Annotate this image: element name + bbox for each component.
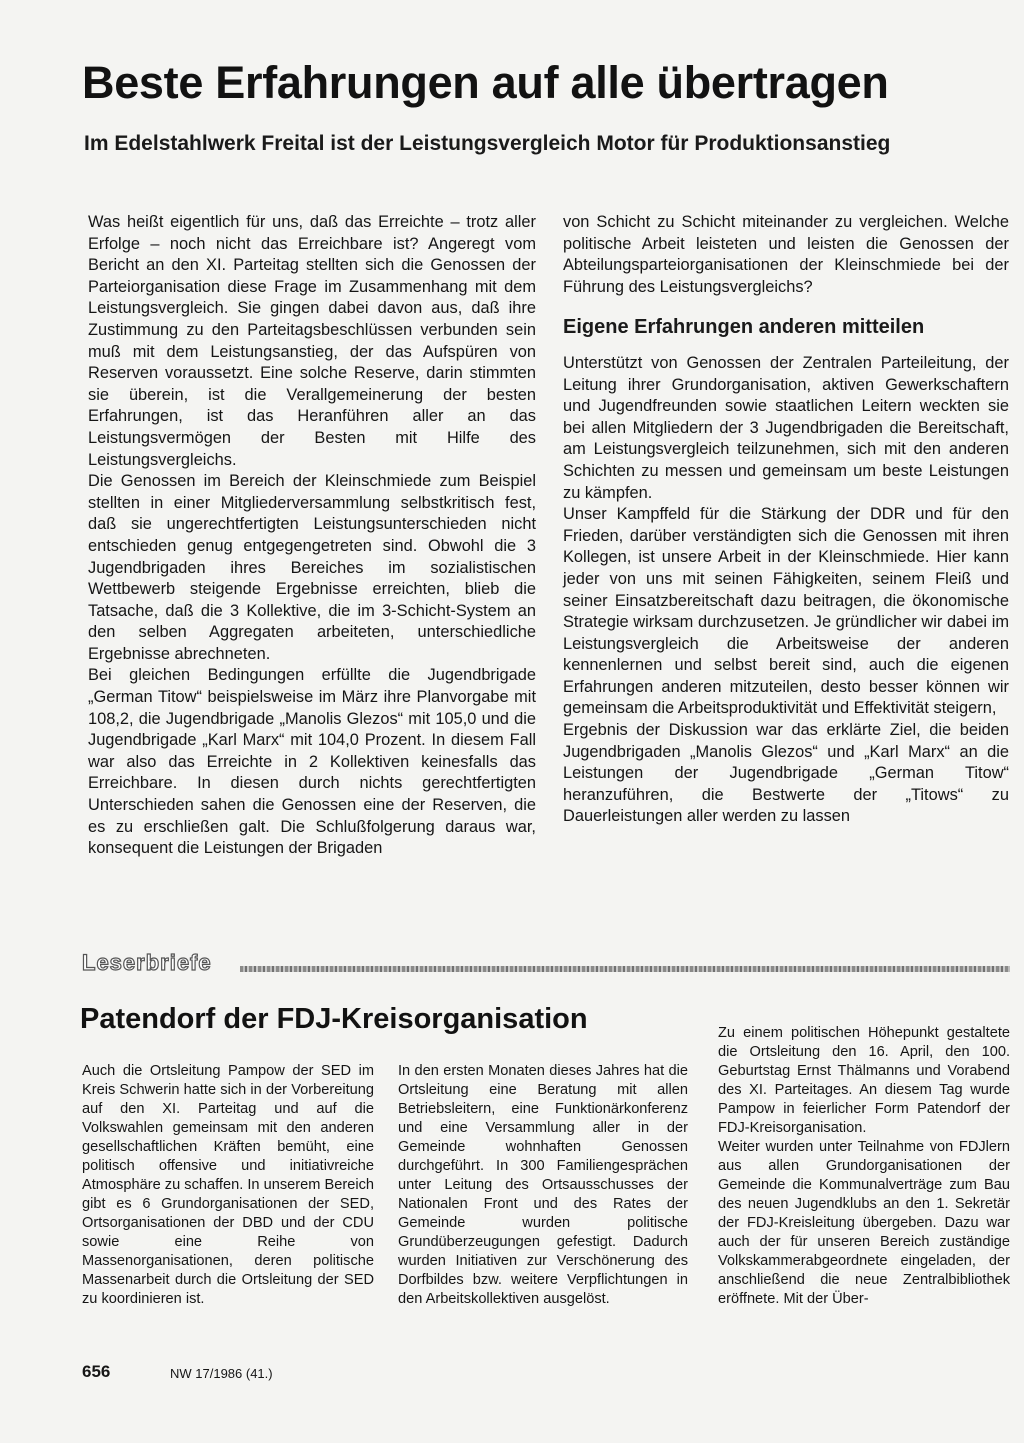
paragraph: Unterstützt von Genossen der Zentralen Parteileitung, der Leitung ihrer Grundorganisation, aktiven Gewerkschaftern und Jugendfreunden sowie staatlichen Leitern weckten sie bei allen Mitgliedern der 3 Jugendbrigaden die Bereitschaft, am Leistungsvergleich teilzunehmen, sich mit den anderen Schichten zu messen und gemeinsam um beste Leistungen zu kämpfen. (563, 353, 1009, 502)
article-column-right (563, 212, 1009, 828)
article-column-left (88, 212, 536, 860)
paragraph: Weiter wurden unter Teilnahme von FDJlern aus allen Grundorganisationen der Gemeinde die Kommunalverträge zum Bau des neuen Jugendklubs an den 1. Sekretär der FDJ-Kreisleitung übergeben. Dazu war auch der für unseren Bereich zuständige Volkskammerabgeordnete eingeladen, der anschließend die neue Zentralbibliothek eröffnete. Mit der Über- (718, 1139, 1010, 1307)
section-divider (240, 966, 1010, 972)
paragraph: von Schicht zu Schicht miteinander zu vergleichen. Welche politische Arbeit leisteten und leisten die Genossen der Abteilungsparteiorganisationen der Kleinschmiede bei der Führung des Leistungsvergleichs? (563, 213, 1009, 296)
paragraph: Unser Kampffeld für die Stärkung der DDR und für den Frieden, darüber verständigten sich die Genossen mit ihren Kollegen, ist unsere Arbeit in der Kleinschmiede. Hier kann jeder von uns mit seinen Fähigkeiten, seinem Fleiß und seiner Einsatzbereitschaft dazu beitragen, die ökonomische Strategie wirksam durchzusetzen. Je gründlicher wir dabei im Leistungsvergleich die Arbeitsweise der anderen kennenlernen und selbst bereit sind, auch die eigenen Erfahrungen anderen mitzuteilen, desto besser können wir gemeinsam die Arbeitsproduktivität und Effektivität steigern, (563, 505, 1009, 718)
article-headline: Beste Erfahrungen auf alle übertragen (82, 57, 889, 108)
letter-column-3 (718, 1024, 1010, 1309)
letter-headline: Patendorf der FDJ-Kreisorganisation (80, 1003, 588, 1035)
paragraph: In den ersten Monaten dieses Jahres hat die Ortsleitung eine Beratung mit allen Betriebsleitern, eine Funktionärkonferenz und eine Versammlung aller in der Gemeinde wohnhaften Genossen durchgeführt. In 300 Familiengesprächen unter Leitung des Ortsausschusses der Nationalen Front und des Rates der Gemeinde wurden politische Grundüberzeugungen gefestigt. Dadurch wurden Initiativen zur Verschönerung des Dorfbildes bzw. weitere Verpflichtungen in den Arbeitskollektiven ausgelöst. (398, 1063, 688, 1307)
paragraph: Ergebnis der Diskussion war das erklärte Ziel, die beiden Jugendbrigaden „Manolis Glezos“ und „Karl Marx“ an die Leistungen der Jugendbrigade „German Titow“ heranzuführen, die Bestwerte der „Titows“ zu Dauerleistungen aller werden zu lassen (563, 721, 1009, 826)
paragraph: Zu einem politischen Höhepunkt gestaltete die Ortsleitung den 16. April, den 100. Geburtstag Ernst Thälmanns und Vorabend des XI. Parteitages. An diesem Tag wurde Pampow in feierlicher Form Patendorf der FDJ-Kreisorganisation. (718, 1025, 1010, 1136)
paragraph: Was heißt eigentlich für uns, daß das Erreichte – trotz aller Erfolge – noch nicht das Erreichbare ist? Angeregt vom Bericht an den XI. Parteitag stellten sich die Genossen der Parteiorganisation diese Frage im Zusammenhang mit dem Leistungsvergleich. Sie gingen dabei davon aus, daß ihre Zustimmung zu den Parteitagsbeschlüssen verbunden sein muß mit dem Leistungsanstieg, der das Aufspüren von Reserven voraussetzt. Eine solche Reserve, darin stimmten sie überein, ist die Verallgemeinerung der besten Erfahrungen, ist das Heranführen aller an das Leistungsvermögen der Besten mit Hilfe des Leistungsvergleichs. (88, 213, 536, 469)
article-subheadline: Im Edelstahlwerk Freital ist der Leistungsvergleich Motor für Produktionsanstieg (84, 132, 891, 155)
letter-column-1 (82, 1062, 374, 1309)
publication-imprint: NW 17/1986 (41.) (170, 1366, 273, 1381)
paragraph: Die Genossen im Bereich der Kleinschmiede zum Beispiel stellten in einer Mitgliederversammlung selbstkritisch fest, daß sie ungerechtfertigten Leistungsunterschieden nicht entschieden genug entgegengetreten sind. Obwohl die 3 Jugendbrigaden ihres Bereiches im sozialistischen Wettbewerb steigende Ergebnisse erreichten, blieb die Tatsache, daß die 3 Kollektive, die im 3-Schicht-System an den selben Aggregaten arbeiteten, unterschiedliche Ergebnisse abrechneten. (88, 472, 536, 663)
section-label: Leserbriefe (82, 950, 212, 975)
letter-column-2 (398, 1062, 688, 1309)
paragraph: Auch die Ortsleitung Pampow der SED im Kreis Schwerin hatte sich in der Vorbereitung auf den XI. Parteitag und auf die Volkswahlen gemeinsam mit den anderen gesellschaftlichen Kräften bemüht, eine politisch offensive und initiativreiche Atmosphäre zu schaffen. In unserem Bereich gibt es 6 Grundorganisationen der SED, Ortsorganisationen der DBD und der CDU sowie eine Reihe von Massenorganisationen, deren politische Massenarbeit durch die Ortsleitung der SED zu koordinieren ist. (82, 1063, 374, 1307)
page-number: 656 (82, 1362, 111, 1381)
paragraph: Bei gleichen Bedingungen erfüllte die Jugendbrigade „German Titow“ beispielsweise im März ihre Planvorgabe mit 108,2, die Jugendbrigade „Manolis Glezos“ mit 105,0 und die Jugendbrigade „Karl Marx“ mit 104,0 Prozent. In diesem Fall war also das Erreichte in 2 Kollektiven keinesfalls das Erreichbare. In diesen durch nichts gerechtfertigten Unterschieden sahen die Genossen eine der Reserven, die es zu erschließen galt. Die Schlußfolgerung daraus war, konsequent die Leistungen der Brigaden (88, 666, 536, 858)
section-heading: Eigene Erfahrungen anderen mitteilen (563, 316, 925, 339)
